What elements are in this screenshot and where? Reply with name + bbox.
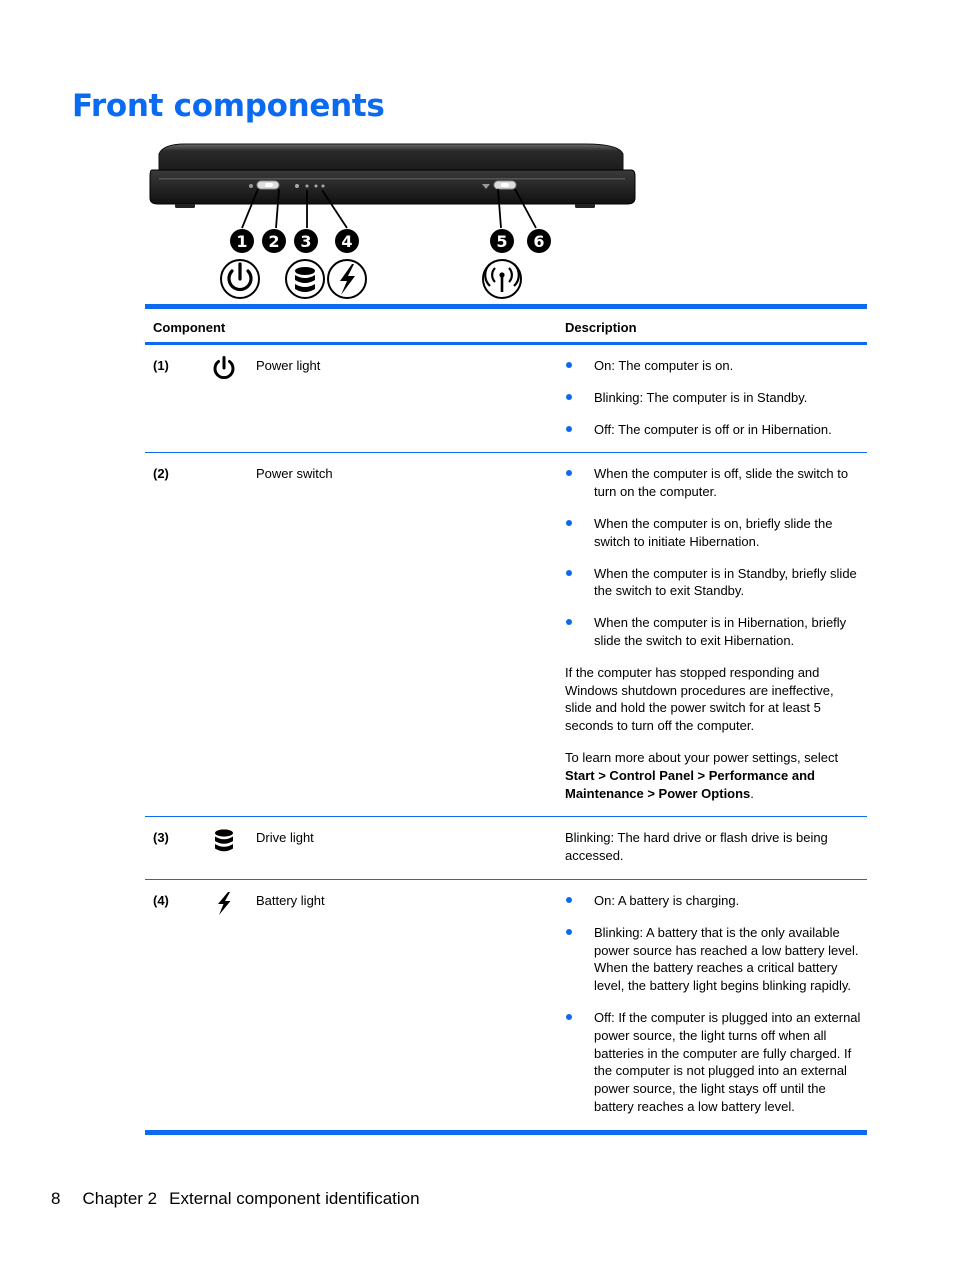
battery-icon (211, 890, 237, 916)
row-description (565, 817, 867, 879)
list-item: When the computer is on, briefly slide the switch to initiate Hibernation. (565, 515, 861, 551)
power-icon (211, 355, 237, 381)
list-item: Off: The computer is off or in Hibernation. (565, 421, 861, 439)
table-bottom-rule (145, 1130, 867, 1135)
row-number: (4) (153, 892, 169, 908)
power-icon (221, 260, 259, 298)
header-component: Component (153, 320, 226, 335)
callout-5: 5 (496, 232, 508, 251)
laptop-body (150, 144, 635, 208)
row-name: Power switch (256, 466, 333, 482)
power-switch-note: If the computer has stopped responding and Windows shutdown procedures are ineffective, slide and hold the power switch for at least 5 seconds to turn off the computer. (565, 664, 834, 734)
row-number: (3) (153, 830, 169, 846)
table-row (145, 345, 867, 452)
list-item: Blinking: A battery that is the only available power source has reached a low battery level. When the battery reaches a critical battery level, the battery light begins blinking rapidly. (565, 924, 861, 995)
laptop-front-illustration (145, 140, 645, 305)
row-name: Battery light (256, 892, 325, 908)
page-title: Front components (72, 88, 385, 124)
chapter-label: Chapter 2 (82, 1189, 158, 1208)
row-number: (1) (153, 358, 169, 373)
wireless-icon (483, 260, 521, 298)
table-row (145, 880, 867, 1130)
table-row (145, 817, 867, 879)
list-item: When the computer is off, slide the switch to turn on the computer. (565, 465, 861, 501)
callout-markers (230, 229, 551, 253)
components-table (145, 304, 867, 1135)
menu-path: Start > Control Panel > Performance and Maintenance > Power Options (565, 767, 815, 801)
header-description: Description (565, 320, 637, 335)
row-description (565, 880, 867, 1130)
drive-light-text: Blinking: The hard drive or flash drive is being accessed. (565, 830, 828, 864)
callout-2: 2 (268, 232, 280, 251)
table-row (145, 453, 867, 816)
chapter-title: External component identification (169, 1189, 420, 1208)
list-item: Blinking: The computer is in Standby. (565, 389, 861, 407)
callout-4: 4 (341, 232, 353, 251)
power-settings-note: To learn more about your power settings, select Start > Control Panel > Performance and Maintenance > Power Options. (565, 749, 839, 801)
list-item: Off: If the computer is plugged into an external power source, the light turns off when all batteries in the computer are fully charged. If the computer is not plugged into an external power source, the light stays off until the battery reaches a low battery level. (565, 1009, 861, 1116)
row-name: Drive light (256, 830, 314, 846)
callout-1: 1 (236, 232, 248, 251)
list-item: On: The computer is on. (565, 357, 861, 375)
row-description (565, 345, 867, 452)
battery-icon (328, 260, 366, 298)
table-header (145, 309, 867, 342)
callout-3: 3 (300, 232, 312, 251)
list-item: When the computer is in Standby, briefly slide the switch to exit Standby. (565, 565, 861, 601)
row-description (565, 453, 867, 816)
page-footer (51, 1189, 420, 1209)
list-item: On: A battery is charging. (565, 892, 861, 910)
callout-6: 6 (533, 232, 545, 251)
drive-icon (211, 827, 237, 853)
page-number: 8 (51, 1189, 61, 1208)
row-number: (2) (153, 466, 169, 482)
list-item: When the computer is in Hibernation, briefly slide the switch to exit Hibernation. (565, 614, 861, 650)
row-name: Power light (256, 358, 321, 373)
drive-icon (286, 260, 324, 298)
